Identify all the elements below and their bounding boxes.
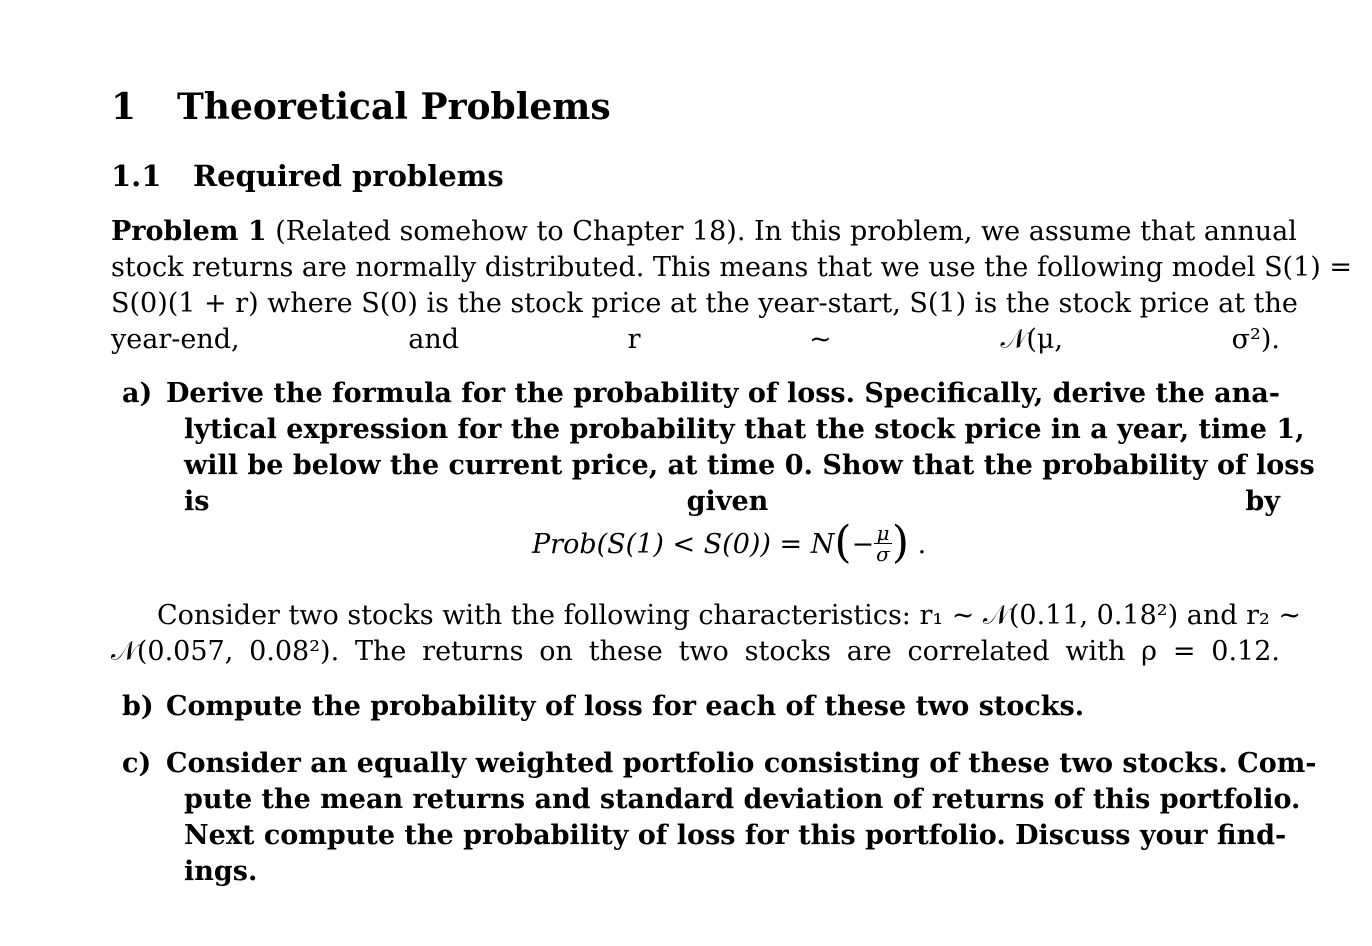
part-b <box>122 689 1280 725</box>
part-a-line-1: Derive the formula for the probability of loss. Specifically, derive the ana- <box>166 378 1280 409</box>
consider-line-2: 𝒩(0.057, 0.08²). The returns on these two stocks are correlated with ρ = 0.12. <box>111 636 1280 667</box>
part-a-line-3: will be below the current price, at time 0. Show that the probability of loss <box>184 450 1315 481</box>
consider-paragraph <box>111 598 1302 670</box>
section-heading <box>111 84 611 130</box>
part-c-line-1: Consider an equally weighted portfolio consisting of these two stocks. Com- <box>166 748 1317 779</box>
part-c <box>122 746 1317 887</box>
problem-intro <box>111 214 1353 358</box>
problem-label: Problem 1 <box>111 216 267 247</box>
part-c-line-2: pute the mean returns and standard deviation of returns of this portfolio. <box>184 784 1301 815</box>
formula-numerator: μ <box>874 523 892 544</box>
subsection-number: 1.1 <box>111 159 162 193</box>
part-c-label: c) <box>122 748 152 779</box>
problem-intro-line-4: year-end, and r ~ 𝒩(μ, σ²). <box>111 324 1280 355</box>
part-a-label: a) <box>122 378 153 409</box>
part-a-line-2: lytical expression for the probability that the stock price in a year, time 1, <box>184 414 1305 445</box>
section-title: Theoretical Problems <box>177 86 611 128</box>
consider-line-1: Consider two stocks with the following characteristics: r₁ ~ 𝒩(0.11, 0.18²) and r₂ ~ <box>157 600 1302 631</box>
problem-intro-line-2: stock returns are normally distributed. This means that we use the following model S(1) = <box>111 252 1353 283</box>
part-c-line-3: Next compute the probability of loss for this portfolio. Discuss your find- <box>184 820 1287 851</box>
problem-intro-line-3: S(0)(1 + r) where S(0) is the stock price at the year-start, S(1) is the stock price at the <box>111 288 1298 319</box>
formula-lhs: Prob(S(1) < S(0)) = N <box>532 529 835 560</box>
subsection-title: Required problems <box>193 159 504 193</box>
formula-denominator: σ <box>876 542 890 566</box>
part-c-line-4: ings. <box>184 856 258 887</box>
problem-intro-line-1: Problem 1 (Related somehow to Chapter 18). In this problem, we assume that annual <box>111 216 1297 247</box>
section-number: 1 <box>111 86 137 128</box>
part-a-line-4: is given by <box>184 486 1280 517</box>
formula-fraction <box>874 523 892 564</box>
subsection-heading <box>111 157 504 195</box>
part-b-text: Compute the probability of loss for each of these two stocks. <box>166 691 1085 722</box>
part-b-label: b) <box>122 691 154 722</box>
part-a <box>122 376 1315 517</box>
loss-probability-formula: Prob(S(1) < S(0)) = N(− $\frac{\mu}{\sigma}$ ) . <box>532 516 927 568</box>
